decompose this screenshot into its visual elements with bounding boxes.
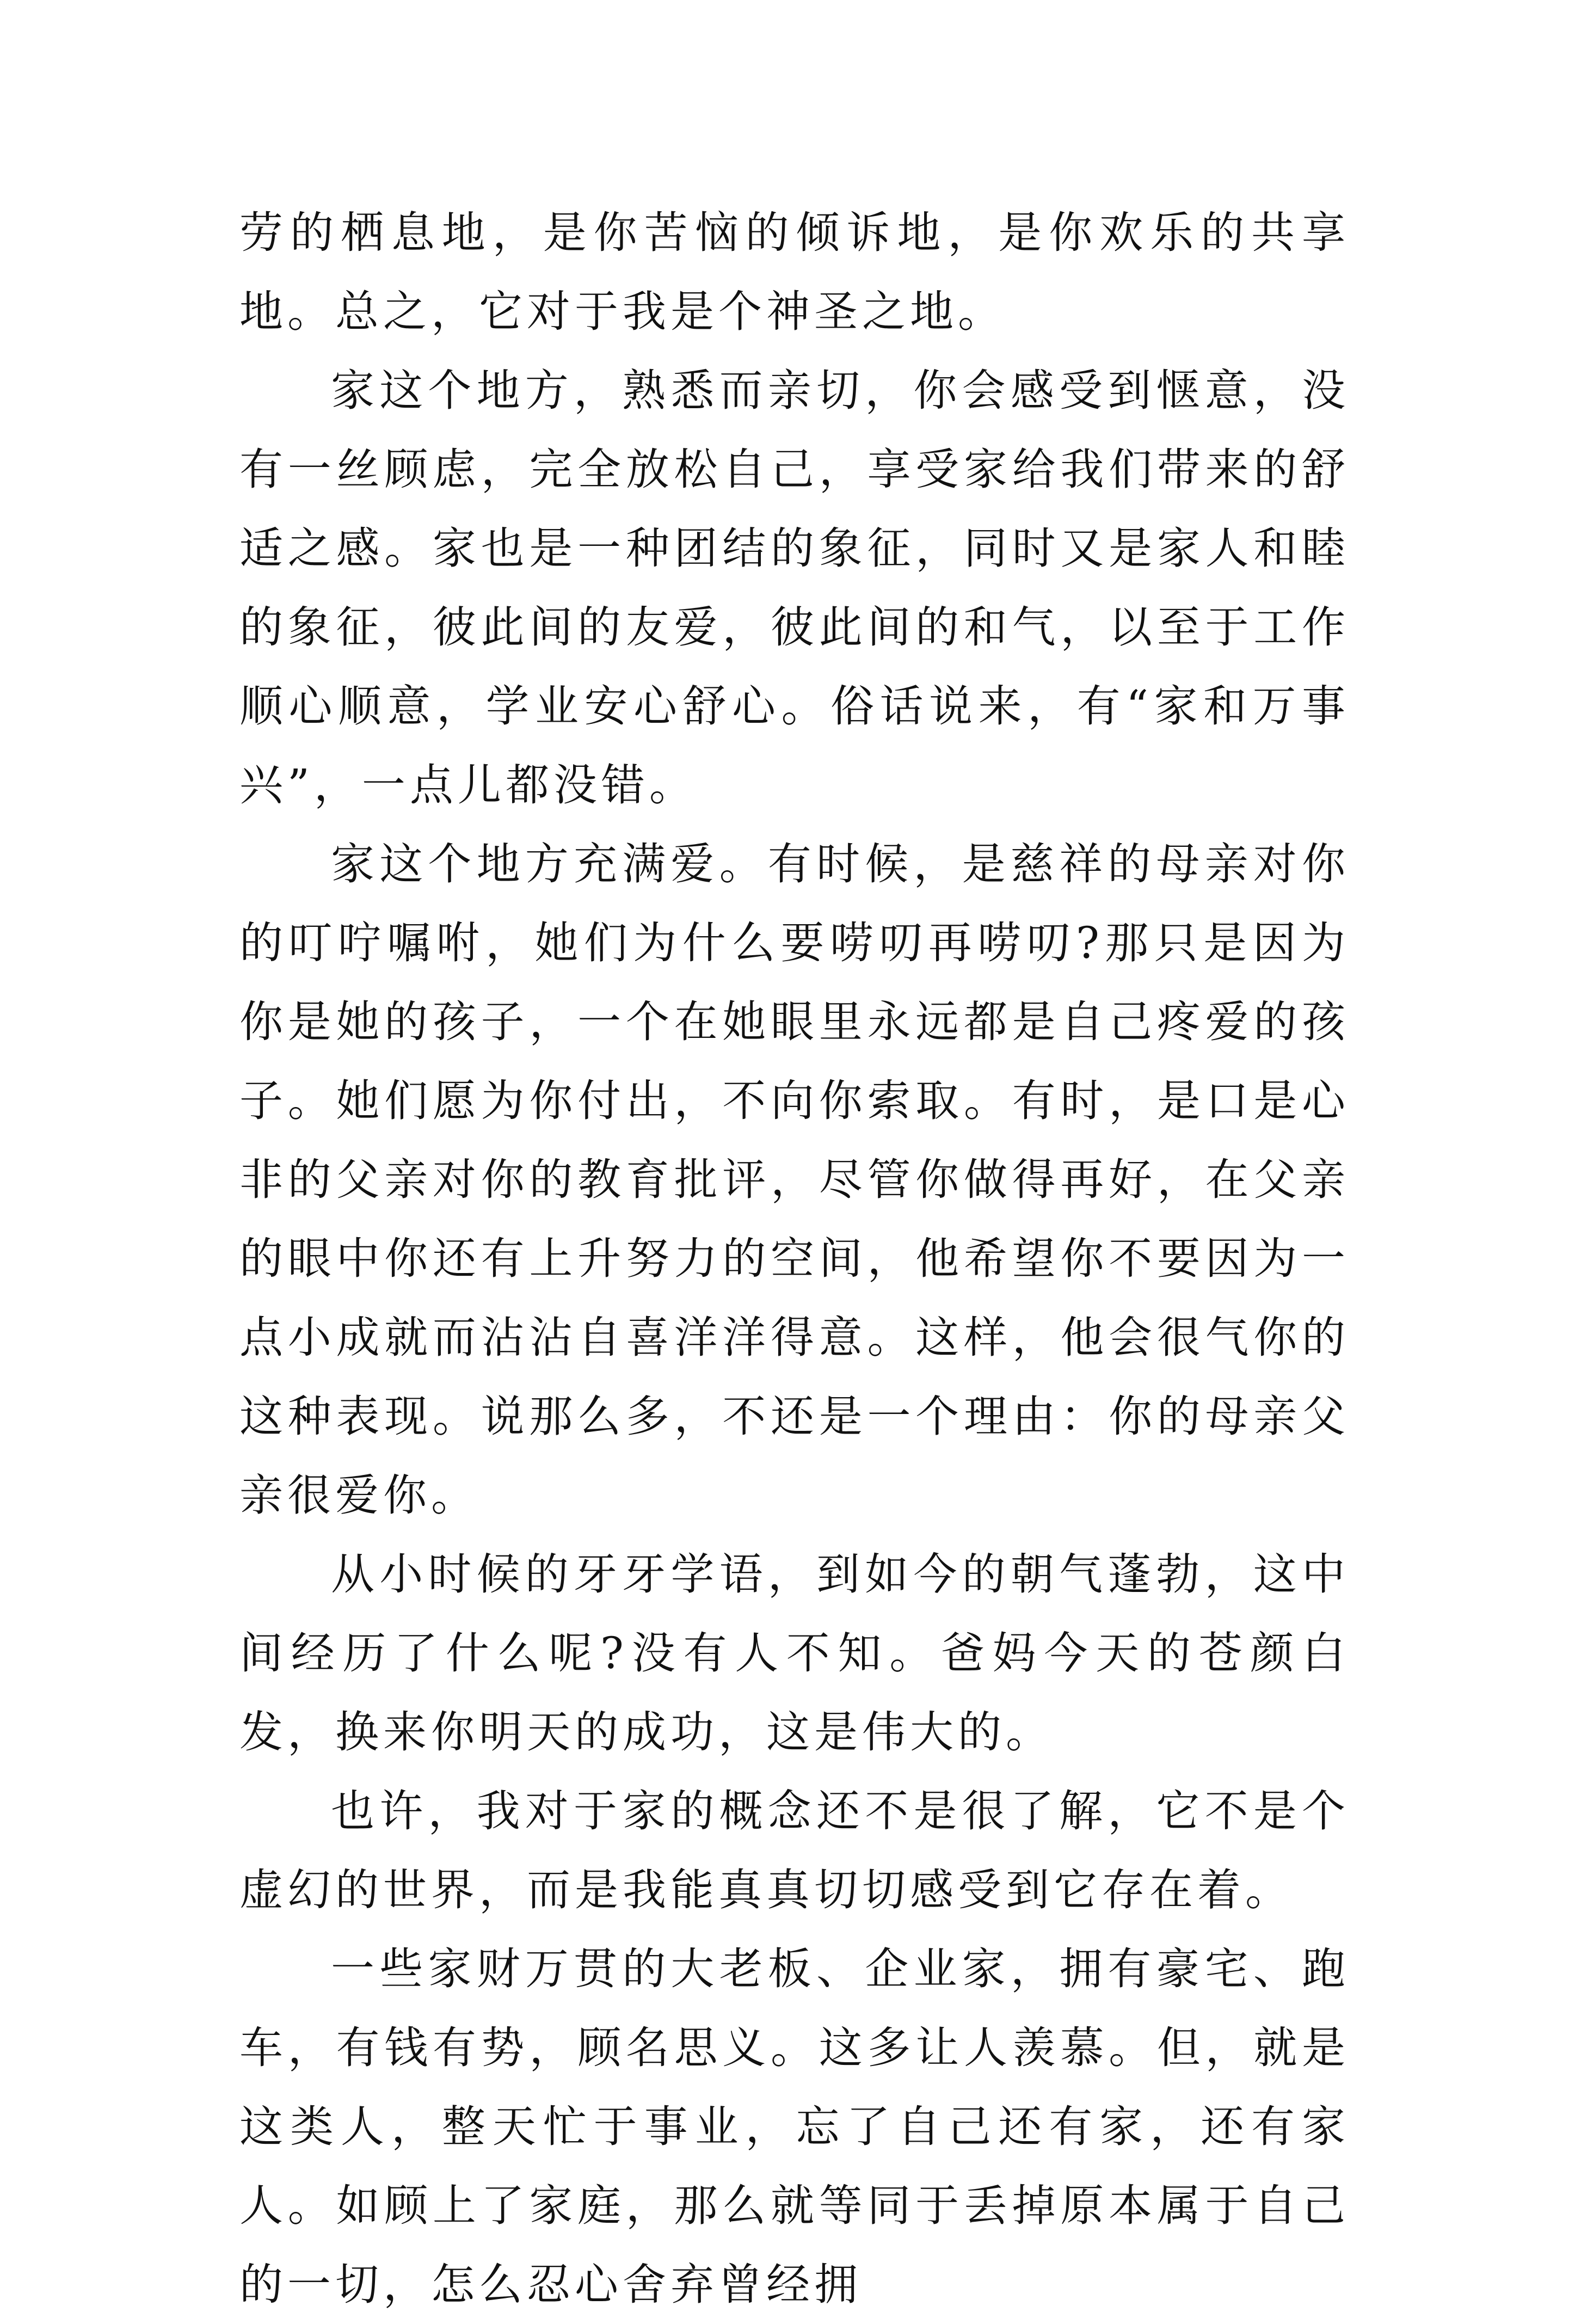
paragraph-home-comfort: 家这个地方，熟悉而亲切，你会感受到惬意，没有一丝顾虑，完全放松自己，享受家给我们带来的舒适之感。家也是一种团结的象征，同时又是家人和睦的象征，彼此间的友爱，彼此间的和气，以至于工作顺心顺意，学业安心舒心。俗话说来，有“家和万事兴”，一点儿都没错。 <box>239 365 1350 810</box>
paragraph-concept-of-home: 也许，我对于家的概念还不是很了解，它不是个虚幻的世界，而是我能真真切切感受到它存在着。 <box>239 1786 1350 1915</box>
paragraph-continued: 劳的栖息地，是你苦恼的倾诉地，是你欢乐的共享地。总之，它对于我是个神圣之地。 <box>239 207 1350 337</box>
paragraph-wealthy-people: 一些家财万贯的大老板、企业家，拥有豪宅、跑车，有钱有势，顾名思义。这多让人羡慕。但，就是这类人，整天忙于事业，忘了自己还有家，还有家人。如顾上了家庭，那么就等同于丢掉原本属于自己的一切，怎么忍心舍弃曾经拥 <box>239 1944 1350 2310</box>
paragraph-home-love: 家这个地方充满爱。有时候，是慈祥的母亲对你的叮咛嘱咐，她们为什么要唠叨再唠叨?那只是因为你是她的孩子，一个在她眼里永远都是自己疼爱的孩子。她们愿为你付出，不向你索取。有时，是口是心非的父亲对你的教育批评，尽管你做得再好，在父亲的眼中你还有上升努力的空间，他希望你不要因为一点小成就而沾沾自喜洋洋得意。这样，他会很气你的这种表现。说那么多，不还是一个理由：你的母亲父亲很爱你。 <box>239 839 1350 1521</box>
document-page <box>239 193 1350 2324</box>
paragraph-growing-up: 从小时候的牙牙学语，到如今的朝气蓬勃，这中间经历了什么呢?没有人不知。爸妈今天的苍颜白发，换来你明天的成功，这是伟大的。 <box>239 1549 1350 1757</box>
